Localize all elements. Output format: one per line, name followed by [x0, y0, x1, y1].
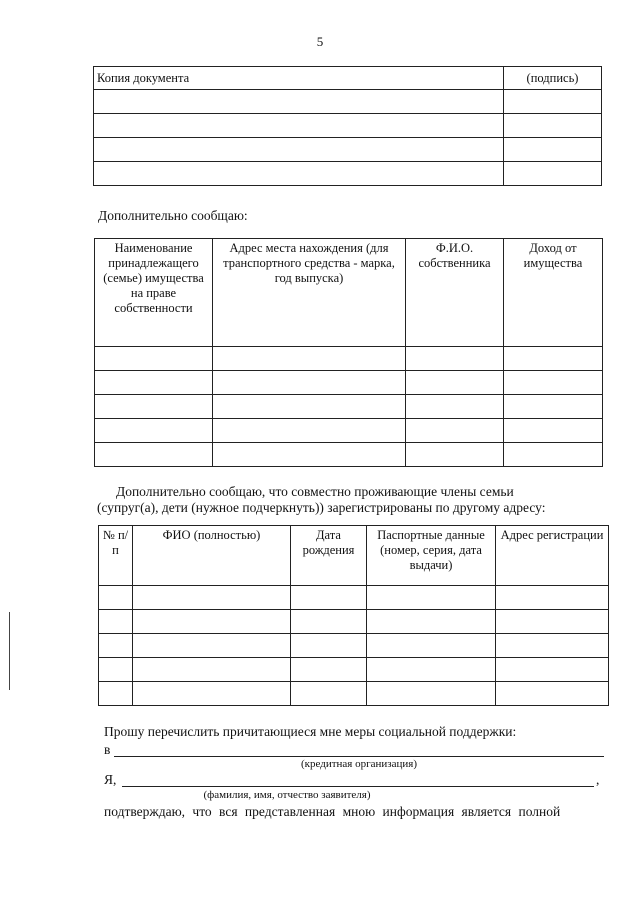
family-table-row	[99, 610, 609, 634]
family-table-cell[interactable]	[99, 586, 133, 610]
property-table-cell[interactable]	[406, 347, 504, 371]
family-header-birthdate: Дата рождения	[291, 526, 367, 586]
bank-name-field[interactable]	[114, 756, 604, 757]
property-header-name: Наименование принадлежащего (семье) имущества на праве собственности	[95, 239, 213, 347]
family-table-cell[interactable]	[291, 682, 367, 706]
family-table-cell[interactable]	[133, 610, 291, 634]
property-table-cell[interactable]	[406, 419, 504, 443]
property-table-row	[95, 419, 603, 443]
copies-table-row	[94, 114, 602, 138]
family-table-cell[interactable]	[496, 682, 609, 706]
copies-table-cell[interactable]	[504, 90, 602, 114]
property-table-cell[interactable]	[406, 395, 504, 419]
property-table-cell[interactable]	[504, 419, 603, 443]
family-table-cell[interactable]	[496, 610, 609, 634]
property-table-cell[interactable]	[406, 371, 504, 395]
copies-table-row	[94, 90, 602, 114]
property-table-cell[interactable]	[95, 443, 213, 467]
property-table-cell[interactable]	[213, 419, 406, 443]
family-table-cell[interactable]	[99, 682, 133, 706]
confirmation-text: подтверждаю, что вся представленная мною информация является полной	[104, 804, 561, 819]
page-number: 5	[316, 34, 324, 49]
copies-table-cell[interactable]	[94, 162, 504, 186]
copies-table-cell[interactable]	[504, 114, 602, 138]
property-table-cell[interactable]	[213, 347, 406, 371]
family-header-number: № п/п	[99, 526, 133, 586]
property-table	[94, 238, 603, 467]
property-table-cell[interactable]	[213, 395, 406, 419]
family-paragraph-line1: Дополнительно сообщаю, что совместно проживающие члены семьи	[116, 484, 514, 499]
applicant-caption: (фамилия, имя, отчество заявителя)	[203, 789, 371, 801]
family-table-cell[interactable]	[291, 634, 367, 658]
applicant-prefix: Я,	[104, 772, 117, 787]
family-table-row	[99, 634, 609, 658]
family-header-fio: ФИО (полностью)	[133, 526, 291, 586]
family-table-cell[interactable]	[133, 586, 291, 610]
property-header-owner: Ф.И.О. собственника	[406, 239, 504, 347]
property-table-row	[95, 395, 603, 419]
additional-info-label: Дополнительно сообщаю:	[98, 208, 248, 223]
family-table-cell[interactable]	[99, 610, 133, 634]
property-table-cell[interactable]	[213, 371, 406, 395]
property-table-cell[interactable]	[95, 419, 213, 443]
copies-table-cell[interactable]	[504, 162, 602, 186]
family-paragraph-line2: (супруг(а), дети (нужное подчеркнуть)) зарегистрированы по другому адресу:	[97, 500, 546, 515]
property-table-cell[interactable]	[406, 443, 504, 467]
copies-table-row	[94, 162, 602, 186]
family-table-row	[99, 658, 609, 682]
family-table-cell[interactable]	[367, 682, 496, 706]
property-table-cell[interactable]	[213, 443, 406, 467]
family-table	[98, 525, 609, 706]
applicant-suffix: ,	[596, 772, 600, 787]
family-table-cell[interactable]	[496, 658, 609, 682]
family-header-registration: Адрес регистрации	[496, 526, 609, 586]
copies-table-cell[interactable]	[94, 90, 504, 114]
payment-request-text: Прошу перечислить причитающиеся мне меры социальной поддержки:	[104, 724, 517, 739]
property-table-row	[95, 443, 603, 467]
family-table-cell[interactable]	[496, 634, 609, 658]
family-table-row	[99, 586, 609, 610]
property-table-cell[interactable]	[504, 347, 603, 371]
copies-table-row	[94, 138, 602, 162]
copies-header-document: Копия документа	[94, 67, 504, 90]
family-table-cell[interactable]	[291, 586, 367, 610]
property-table-cell[interactable]	[504, 371, 603, 395]
property-header-income: Доход от имущества	[504, 239, 603, 347]
property-header-address: Адрес места нахождения (для транспортного средства - марка, год выпуска)	[213, 239, 406, 347]
property-table-cell[interactable]	[504, 395, 603, 419]
family-table-row	[99, 682, 609, 706]
bank-caption: (кредитная организация)	[300, 758, 417, 770]
bank-prefix: в	[104, 742, 111, 757]
margin-mark	[9, 612, 10, 690]
family-table-cell[interactable]	[133, 682, 291, 706]
family-table-cell[interactable]	[496, 586, 609, 610]
copies-table-cell[interactable]	[504, 138, 602, 162]
copies-header-signature: (подпись)	[504, 67, 602, 90]
family-table-cell[interactable]	[367, 610, 496, 634]
copies-table-cell[interactable]	[94, 114, 504, 138]
property-table-row	[95, 371, 603, 395]
property-table-cell[interactable]	[95, 395, 213, 419]
family-table-cell[interactable]	[133, 634, 291, 658]
family-table-cell[interactable]	[99, 658, 133, 682]
copies-table-cell[interactable]	[94, 138, 504, 162]
family-table-cell[interactable]	[99, 634, 133, 658]
property-table-cell[interactable]	[95, 371, 213, 395]
applicant-name-field[interactable]	[122, 786, 594, 787]
family-table-cell[interactable]	[367, 586, 496, 610]
family-table-cell[interactable]	[291, 658, 367, 682]
copies-table	[93, 66, 602, 186]
family-table-cell[interactable]	[291, 610, 367, 634]
family-table-cell[interactable]	[367, 634, 496, 658]
property-table-cell[interactable]	[504, 443, 603, 467]
family-table-cell[interactable]	[367, 658, 496, 682]
family-table-cell[interactable]	[133, 658, 291, 682]
property-table-cell[interactable]	[95, 347, 213, 371]
property-table-row	[95, 347, 603, 371]
family-header-passport: Паспортные данные (номер, серия, дата выдачи)	[367, 526, 496, 586]
